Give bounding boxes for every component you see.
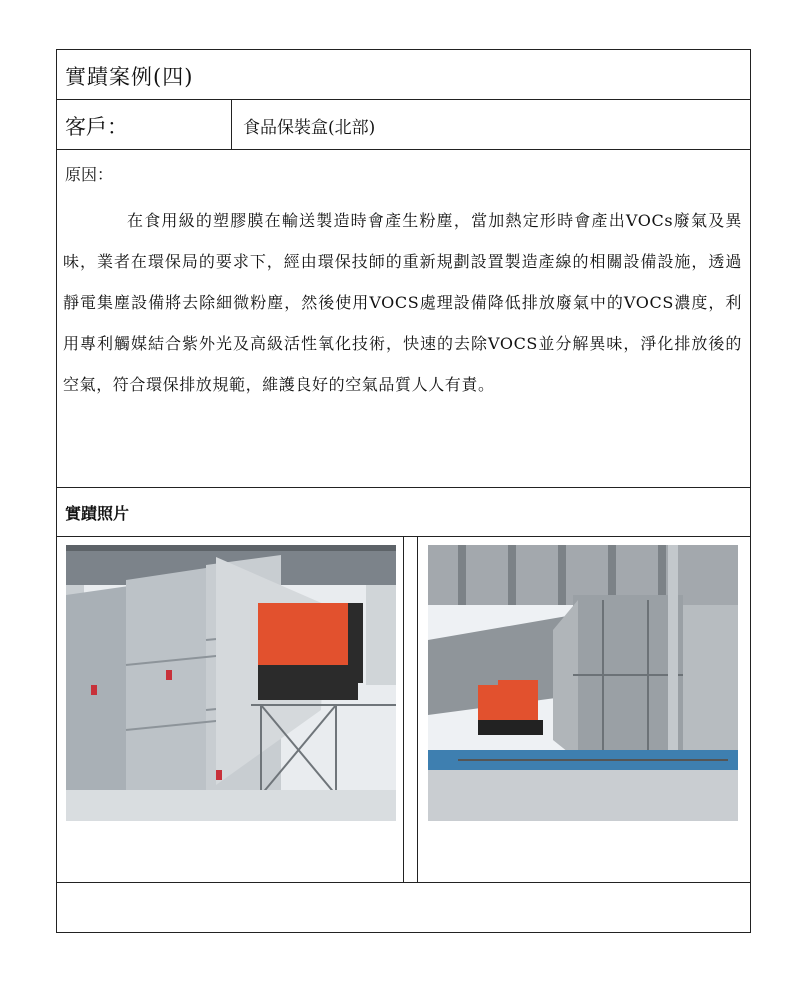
photo-section-label: 實蹟照片: [65, 504, 130, 523]
photo-row: [57, 537, 750, 883]
client-value: 食品保裝盒(北部): [243, 118, 376, 138]
reason-row: [57, 150, 750, 488]
photo-header-row: [57, 488, 750, 537]
reason-body: 在食用級的塑膠膜在輸送製造時會產生粉塵，當加熱定形時會產出VOCs廢氣及異味，業者在環保局的要求下，經由環保技師的重新規劃設置製造產線的相關設備設施，透過靜電集塵設備將去除細微粉塵，然後使用VOCS處理設備降低排放廢氣中的VOCS濃度，利用專利觸媒結合紫外光及高級活性氧化技術，快速的去除VOCS並分解異味，淨化排放後的空氣，符合環保排放規範，維護良好的空氣品質人人有責。: [63, 211, 742, 394]
cell-divider: [417, 537, 418, 882]
site-photo-2: [428, 545, 738, 821]
case-table: [56, 49, 751, 933]
reason-label: 原因：: [65, 165, 114, 184]
client-label: 客戶：: [65, 115, 128, 139]
client-row: [57, 100, 750, 150]
empty-row: [57, 883, 750, 932]
site-photo-1: [66, 545, 396, 821]
cell-divider: [231, 100, 232, 149]
page-title: 實蹟案例(四): [65, 65, 194, 89]
title-row: [57, 50, 750, 100]
cell-divider: [403, 537, 404, 882]
